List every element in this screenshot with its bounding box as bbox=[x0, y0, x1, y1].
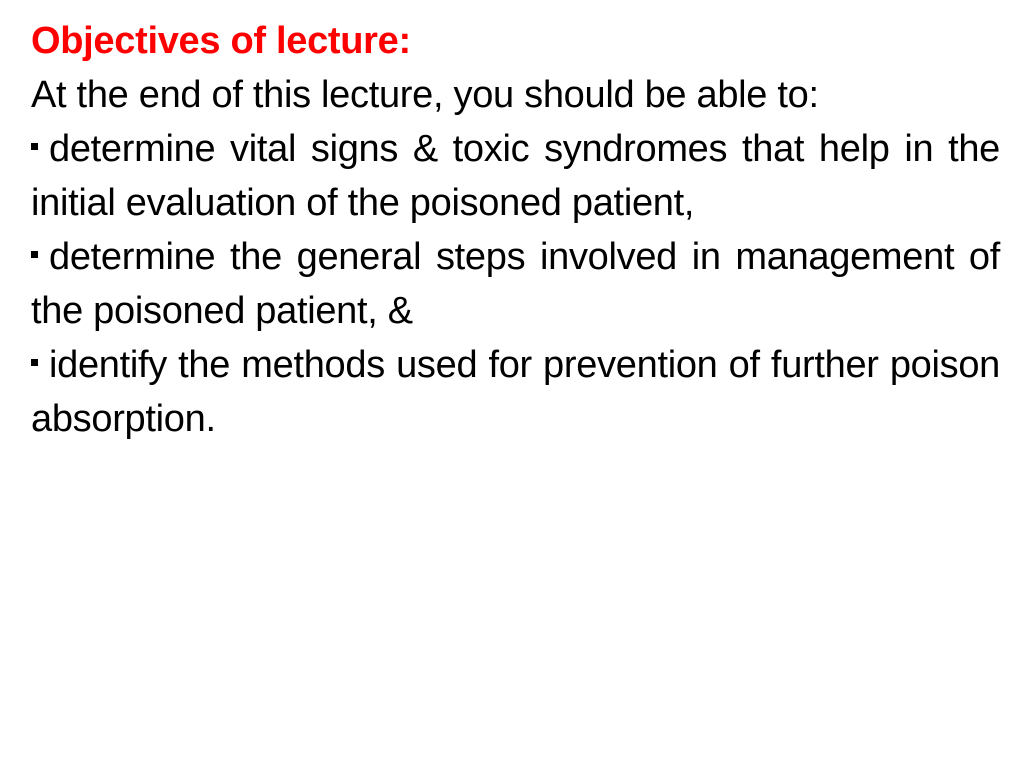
list-item-text: determine vital signs & toxic syndromes that help in the initial evaluation of the poisoned patient, bbox=[31, 128, 1000, 224]
slide-title: Objectives of lecture: bbox=[31, 20, 411, 62]
square-bullet-icon bbox=[31, 251, 38, 258]
intro-text: At the end of this lecture, you should be able to: bbox=[31, 74, 819, 116]
square-bullet-icon bbox=[31, 359, 38, 366]
list-item bbox=[31, 122, 1000, 230]
objectives-list bbox=[31, 122, 1000, 446]
list-item-text: determine the general steps involved in management of the poisoned patient, & bbox=[31, 236, 1000, 332]
square-bullet-icon bbox=[31, 143, 38, 150]
list-item-text: identify the methods used for prevention of further poison absorption. bbox=[31, 344, 1000, 440]
list-item bbox=[31, 338, 1000, 446]
list-item bbox=[31, 230, 1000, 338]
